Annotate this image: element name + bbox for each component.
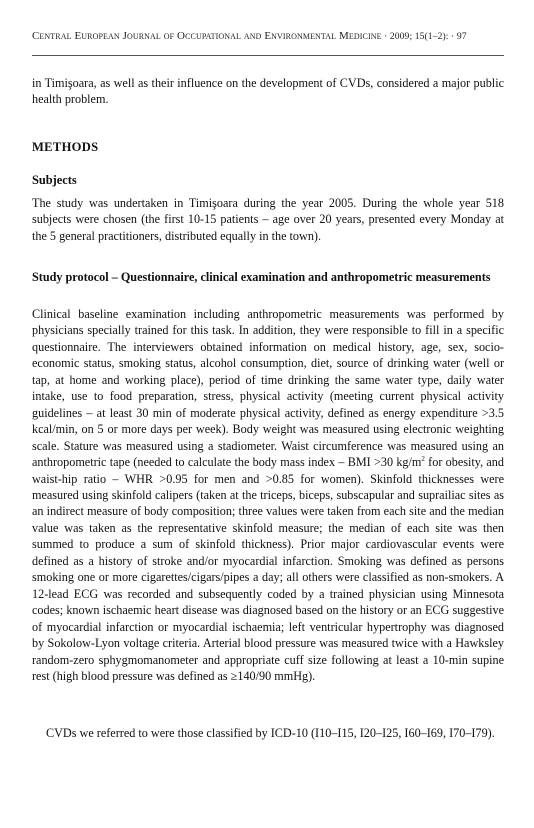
header-rule [32,55,504,56]
protocol-text-part2: for obesity, and waist-hip ratio – WHR >0.95 for men and >0.85 for women). Skinfold thicknesses were measured using skinfold calipers (taken at the triceps, biceps, subscapular and suprailiac sites as an indirect measure of body composition; three values were taken from each site and the median value was taken as the representative skinfold measure; the median of each site was then summed to produce a sum of skinfold thickness). Prior major cardiovascular events were defined as a history of stroke and/or myocardial infarction. Smoking was defined as persons smoking one or more cigarettes/cigars/pipes a day; all others were classified as non-smokers. A 12-lead ECG was recorded and subsequently coded by a trained physician using Minnesota codes; known ischaemic heart disease was diagnosed based on the history or an ECG suggestive of myocardial infarction or myocardial ischaemia; left ventricular hypertrophy was diagnosed by Sokolow-Lyon voltage criteria. Arterial blood pressure was measured twice with a Hawksley random-zero sphygmomanometer and appropriate cuff size following at least a 10-min supine rest (high blood pressure was defined as ≥140/90 mmHg). [32,455,504,683]
subjects-paragraph: The study was undertaken in Timişoara during the year 2005. During the whole year 518 subjects were chosen (the first 10-15 patients – age over 20 years, presented every Monday at the 5 general practitioners, distributed equally in the town). [32,196,504,243]
subjects-heading: Subjects [32,173,77,187]
methods-heading: METHODS [32,140,99,154]
running-head [32,30,504,42]
superscript-2: 2 [421,455,425,464]
study-protocol-paragraph [32,306,504,684]
study-protocol-heading: Study protocol – Questionnaire, clinical examination and anthropometric measurements [32,270,491,284]
journal-title: Central European Journal of Occupational and Environmental Medicine [32,30,382,42]
cvd-paragraph: CVDs we referred to were those classified by ICD-10 (I10–I15, I20–I25, I60–I69, I70–I79). [46,726,495,740]
protocol-text-part1: Clinical baseline examination including anthropometric measurements was performed by physicians specially trained for this task. In addition, they were responsible to fill in a specific questionnaire. The interviewers obtained information on medical history, age, sex, socio-economic status, smoking status, alcohol consumption, diet, source of drinking water (well or tap, at home and working place), period of time drinking the same water type, daily water intake, use to food preparation, stress, physical activity (meeting current physical activity guidelines – at least 30 min of moderate physical activity, defined as energy expenditure >3.5 kcal/min, on 5 or more days per week). Body weight was measured using electronic weighting scale. Stature was measured using a stadiometer. Waist circumference was measured using an anthropometric tape (needed to calculate the body mass index – BMI >30 kg/m [32,307,504,470]
intro-paragraph: in Timişoara, as well as their influence on the development of CVDs, considered a major public health problem. [32,76,504,107]
journal-citation: · 2009; 15(1–2): · 97 [381,31,467,42]
